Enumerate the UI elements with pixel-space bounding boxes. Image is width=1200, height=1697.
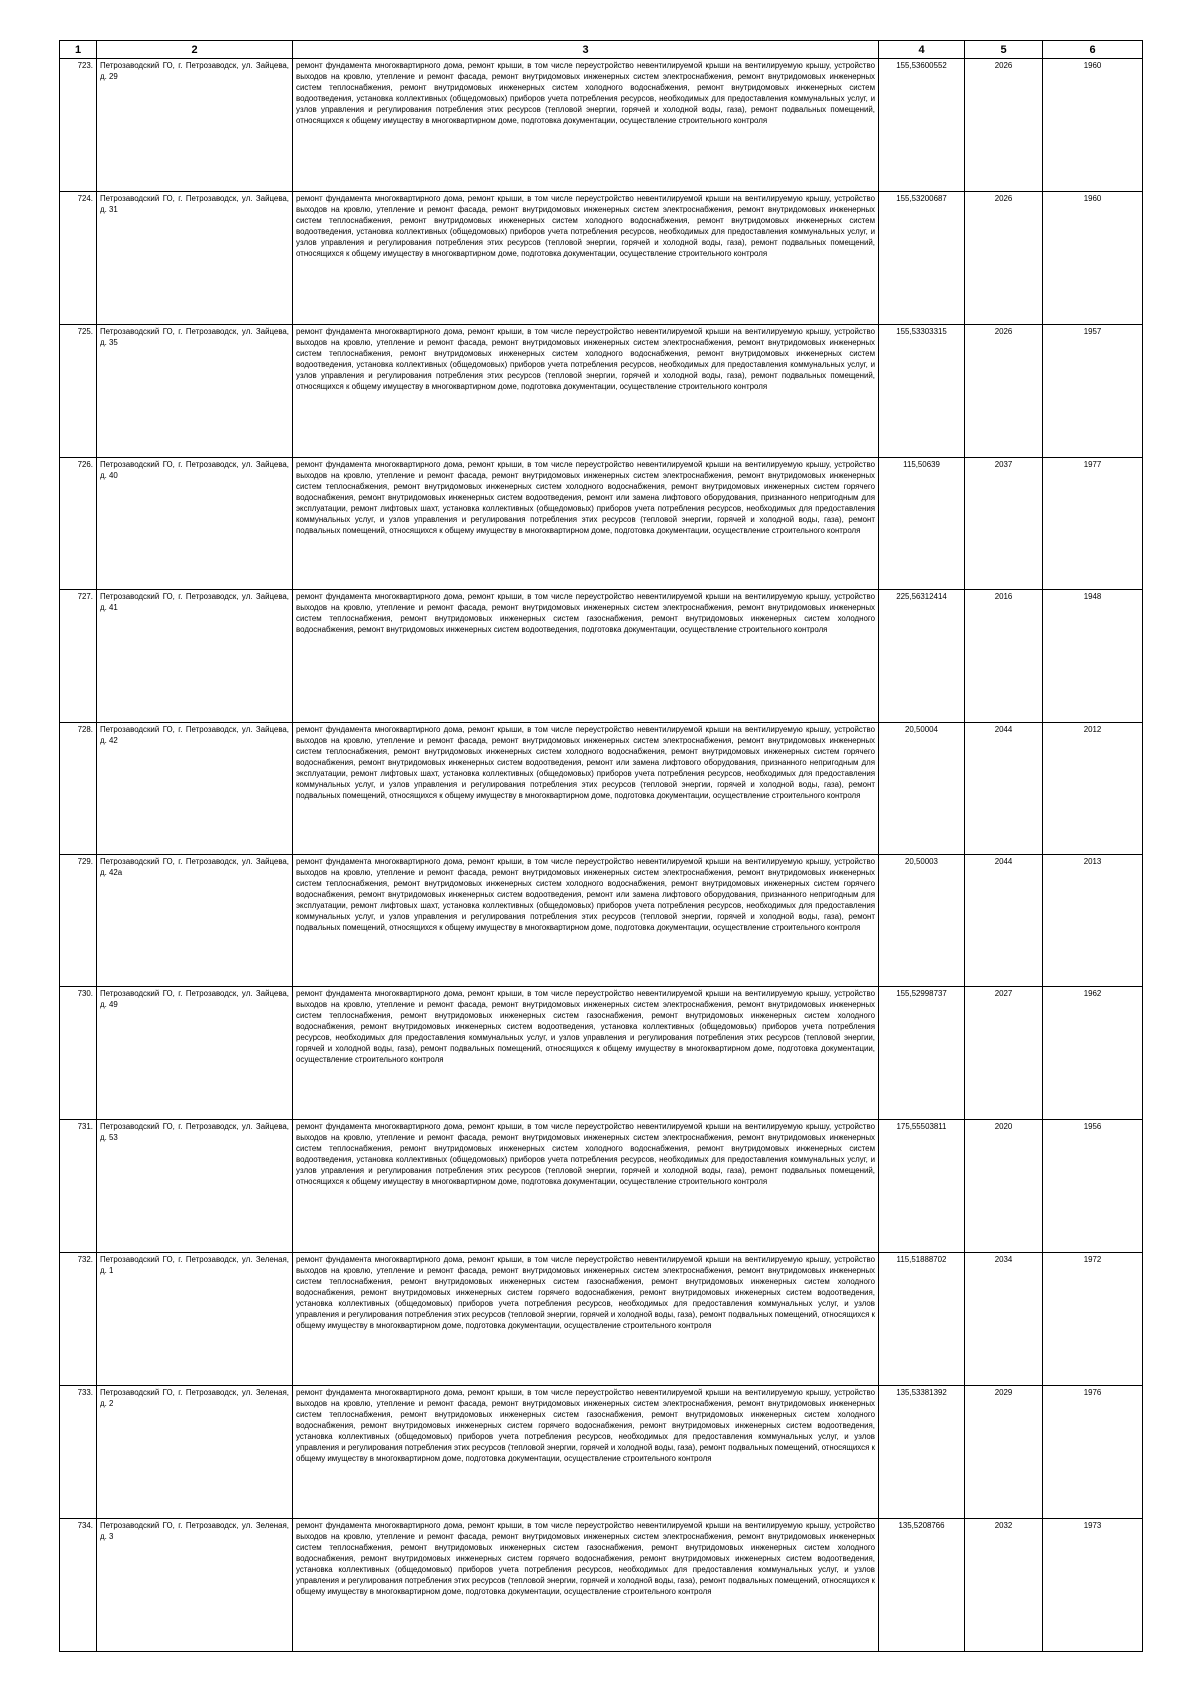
cost-value: 115,51888702 (879, 1253, 965, 1386)
row-number: 726. (60, 458, 97, 590)
cost-value: 225,56312414 (879, 590, 965, 723)
building-address: Петрозаводский ГО, г. Петрозаводск, ул. Зайцева, д. 42а (97, 855, 293, 987)
building-address: Петрозаводский ГО, г. Петрозаводск, ул. Зеленая, д. 3 (97, 1519, 293, 1652)
cost-value: 155,53303315 (879, 325, 965, 458)
cost-value: 155,53600552 (879, 59, 965, 192)
table-row (60, 590, 1143, 723)
row-number: 733. (60, 1386, 97, 1519)
table-row (60, 723, 1143, 855)
table-row (60, 1120, 1143, 1253)
repair-works: ремонт фундамента многоквартирного дома, ремонт крыши, в том числе переустройство невентилируемой крыши на вентилируемую крышу, устройство выходов на кровлю, утепление и ремонт фасада, ремонт внутридомовых инженерных систем электроснабжения, ремонт внутридомовых инженерных систем теплоснабжения, ремонт внутридомовых инженерных систем холодного водоснабжения, ремонт внутридомовых инженерных систем горячего водоснабжения, ремонт внутридомовых инженерных систем водоотведения, ремонт или замена лифтового оборудования, признанного непригодным для эксплуатации, ремонт лифтовых шахт, установка коллективных (общедомовых) приборов учета потребления ресурсов, необходимых для предоставления коммунальных услуг, и узлов управления и регулирования потребления этих ресурсов (тепловой энергии, горячей и холодной воды, газа), ремонт подвальных помещений, относящихся к общему имуществу в многоквартирном доме, подготовка документации, осуществление строительного контроля (293, 458, 879, 590)
column-number-4: 4 (879, 41, 965, 59)
building-address: Петрозаводский ГО, г. Петрозаводск, ул. Зеленая, д. 1 (97, 1253, 293, 1386)
cost-value: 20,50004 (879, 723, 965, 855)
building-address: Петрозаводский ГО, г. Петрозаводск, ул. Зайцева, д. 31 (97, 192, 293, 325)
row-number: 729. (60, 855, 97, 987)
repair-works: ремонт фундамента многоквартирного дома, ремонт крыши, в том числе переустройство невентилируемой крыши на вентилируемую крышу, устройство выходов на кровлю, утепление и ремонт фасада, ремонт внутридомовых инженерных систем электроснабжения, ремонт внутридомовых инженерных систем теплоснабжения, ремонт внутридомовых инженерных систем газоснабжения, ремонт внутридомовых инженерных систем холодного водоснабжения, ремонт внутридомовых инженерных систем водоотведения, установка коллективных (общедомовых) приборов учета потребления ресурсов, необходимых для предоставления коммунальных услуг, и узлов управления и регулирования потребления этих ресурсов (тепловой энергии, горячей и холодной воды, газа), ремонт подвальных помещений, относящихся к общему имуществу в многоквартирном доме, подготовка документации, осуществление строительного контроля (293, 987, 879, 1120)
cost-value: 155,53200687 (879, 192, 965, 325)
row-number: 732. (60, 1253, 97, 1386)
construction-year: 1960 (1043, 59, 1143, 192)
table-row (60, 325, 1143, 458)
column-number-3: 3 (293, 41, 879, 59)
construction-year: 1956 (1043, 1120, 1143, 1253)
cost-value: 115,50639 (879, 458, 965, 590)
cost-value: 20,50003 (879, 855, 965, 987)
row-number: 731. (60, 1120, 97, 1253)
planned-year: 2034 (965, 1253, 1043, 1386)
building-address: Петрозаводский ГО, г. Петрозаводск, ул. Зайцева, д. 42 (97, 723, 293, 855)
construction-year: 1976 (1043, 1386, 1143, 1519)
table-row (60, 1253, 1143, 1386)
column-number-2: 2 (97, 41, 293, 59)
construction-year: 1972 (1043, 1253, 1143, 1386)
planned-year: 2016 (965, 590, 1043, 723)
table-row (60, 855, 1143, 987)
planned-year: 2026 (965, 192, 1043, 325)
repair-works: ремонт фундамента многоквартирного дома, ремонт крыши, в том числе переустройство невентилируемой крыши на вентилируемую крышу, устройство выходов на кровлю, утепление и ремонт фасада, ремонт внутридомовых инженерных систем электроснабжения, ремонт внутридомовых инженерных систем теплоснабжения, ремонт внутридомовых инженерных систем газоснабжения, ремонт внутридомовых инженерных систем холодного водоснабжения, ремонт внутридомовых инженерных систем водоотведения, подготовка документации, осуществление строительного контроля (293, 590, 879, 723)
column-number-5: 5 (965, 41, 1043, 59)
row-number: 734. (60, 1519, 97, 1652)
construction-year: 1960 (1043, 192, 1143, 325)
repair-works: ремонт фундамента многоквартирного дома, ремонт крыши, в том числе переустройство невентилируемой крыши на вентилируемую крышу, устройство выходов на кровлю, утепление и ремонт фасада, ремонт внутридомовых инженерных систем электроснабжения, ремонт внутридомовых инженерных систем теплоснабжения, ремонт внутридомовых инженерных систем газоснабжения, ремонт внутридомовых инженерных систем холодного водоснабжения, ремонт внутридомовых инженерных систем горячего водоснабжения, ремонт внутридомовых инженерных систем водоотведения, установка коллективных (общедомовых) приборов учета потребления ресурсов, необходимых для предоставления коммунальных услуг, и узлов управления и регулирования потребления этих ресурсов (тепловой энергии, горячей и холодной воды, газа), ремонт подвальных помещений, относящихся к общему имуществу в многоквартирном доме, подготовка документации, осуществление строительного контроля (293, 1253, 879, 1386)
row-number: 728. (60, 723, 97, 855)
construction-year: 1948 (1043, 590, 1143, 723)
planned-year: 2037 (965, 458, 1043, 590)
cost-value: 155,52998737 (879, 987, 965, 1120)
table-row (60, 458, 1143, 590)
cost-value: 135,53381392 (879, 1386, 965, 1519)
planned-year: 2044 (965, 723, 1043, 855)
table-row (60, 192, 1143, 325)
construction-year: 1977 (1043, 458, 1143, 590)
planned-year: 2026 (965, 59, 1043, 192)
table-row (60, 59, 1143, 192)
table-row (60, 1519, 1143, 1652)
construction-year: 2013 (1043, 855, 1143, 987)
construction-year: 1957 (1043, 325, 1143, 458)
repair-works: ремонт фундамента многоквартирного дома, ремонт крыши, в том числе переустройство невентилируемой крыши на вентилируемую крышу, устройство выходов на кровлю, утепление и ремонт фасада, ремонт внутридомовых инженерных систем электроснабжения, ремонт внутридомовых инженерных систем теплоснабжения, ремонт внутридомовых инженерных систем холодного водоснабжения, ремонт внутридомовых инженерных систем водоотведения, установка коллективных (общедомовых) приборов учета потребления ресурсов, необходимых для предоставления коммунальных услуг, и узлов управления и регулирования потребления этих ресурсов (тепловой энергии, горячей и холодной воды, газа), ремонт подвальных помещений, относящихся к общему имуществу в многоквартирном доме, подготовка документации, осуществление строительного контроля (293, 1120, 879, 1253)
building-address: Петрозаводский ГО, г. Петрозаводск, ул. Зайцева, д. 41 (97, 590, 293, 723)
repair-works: ремонт фундамента многоквартирного дома, ремонт крыши, в том числе переустройство невентилируемой крыши на вентилируемую крышу, устройство выходов на кровлю, утепление и ремонт фасада, ремонт внутридомовых инженерных систем электроснабжения, ремонт внутридомовых инженерных систем теплоснабжения, ремонт внутридомовых инженерных систем холодного водоснабжения, ремонт внутридомовых инженерных систем водоотведения, установка коллективных (общедомовых) приборов учета потребления ресурсов, необходимых для предоставления коммунальных услуг, и узлов управления и регулирования потребления этих ресурсов (тепловой энергии, горячей и холодной воды, газа), ремонт подвальных помещений, относящихся к общему имуществу в многоквартирном доме, подготовка документации, осуществление строительного контроля (293, 192, 879, 325)
building-address: Петрозаводский ГО, г. Петрозаводск, ул. Зайцева, д. 53 (97, 1120, 293, 1253)
planned-year: 2029 (965, 1386, 1043, 1519)
construction-year: 1962 (1043, 987, 1143, 1120)
row-number: 730. (60, 987, 97, 1120)
row-number: 724. (60, 192, 97, 325)
building-address: Петрозаводский ГО, г. Петрозаводск, ул. Зеленая, д. 2 (97, 1386, 293, 1519)
repair-works: ремонт фундамента многоквартирного дома, ремонт крыши, в том числе переустройство невентилируемой крыши на вентилируемую крышу, устройство выходов на кровлю, утепление и ремонт фасада, ремонт внутридомовых инженерных систем электроснабжения, ремонт внутридомовых инженерных систем теплоснабжения, ремонт внутридомовых инженерных систем холодного водоснабжения, ремонт внутридомовых инженерных систем водоотведения, установка коллективных (общедомовых) приборов учета потребления ресурсов, необходимых для предоставления коммунальных услуг, и узлов управления и регулирования потребления этих ресурсов (тепловой энергии, горячей и холодной воды, газа), ремонт подвальных помещений, относящихся к общему имуществу в многоквартирном доме, подготовка документации, осуществление строительного контроля (293, 325, 879, 458)
row-number: 725. (60, 325, 97, 458)
column-number-1: 1 (60, 41, 97, 59)
repair-works: ремонт фундамента многоквартирного дома, ремонт крыши, в том числе переустройство невентилируемой крыши на вентилируемую крышу, устройство выходов на кровлю, утепление и ремонт фасада, ремонт внутридомовых инженерных систем электроснабжения, ремонт внутридомовых инженерных систем теплоснабжения, ремонт внутридомовых инженерных систем холодного водоснабжения, ремонт внутридомовых инженерных систем водоотведения, установка коллективных (общедомовых) приборов учета потребления ресурсов, необходимых для предоставления коммунальных услуг, и узлов управления и регулирования потребления этих ресурсов (тепловой энергии, горячей и холодной воды, газа), ремонт подвальных помещений, относящихся к общему имуществу в многоквартирном доме, подготовка документации, осуществление строительного контроля (293, 59, 879, 192)
repair-works: ремонт фундамента многоквартирного дома, ремонт крыши, в том числе переустройство невентилируемой крыши на вентилируемую крышу, устройство выходов на кровлю, утепление и ремонт фасада, ремонт внутридомовых инженерных систем электроснабжения, ремонт внутридомовых инженерных систем теплоснабжения, ремонт внутридомовых инженерных систем холодного водоснабжения, ремонт внутридомовых инженерных систем горячего водоснабжения, ремонт внутридомовых инженерных систем водоотведения, ремонт или замена лифтового оборудования, признанного непригодным для эксплуатации, ремонт лифтовых шахт, установка коллективных (общедомовых) приборов учета потребления ресурсов, необходимых для предоставления коммунальных услуг, и узлов управления и регулирования потребления этих ресурсов (тепловой энергии, горячей и холодной воды, газа), ремонт подвальных помещений, относящихся к общему имуществу в многоквартирном доме, подготовка документации, осуществление строительного контроля (293, 723, 879, 855)
building-address: Петрозаводский ГО, г. Петрозаводск, ул. Зайцева, д. 49 (97, 987, 293, 1120)
planned-year: 2027 (965, 987, 1043, 1120)
building-address: Петрозаводский ГО, г. Петрозаводск, ул. Зайцева, д. 29 (97, 59, 293, 192)
construction-year: 1973 (1043, 1519, 1143, 1652)
building-address: Петрозаводский ГО, г. Петрозаводск, ул. Зайцева, д. 35 (97, 325, 293, 458)
column-number-header-row (60, 41, 1143, 59)
construction-year: 2012 (1043, 723, 1143, 855)
row-number: 727. (60, 590, 97, 723)
repair-works: ремонт фундамента многоквартирного дома, ремонт крыши, в том числе переустройство невентилируемой крыши на вентилируемую крышу, устройство выходов на кровлю, утепление и ремонт фасада, ремонт внутридомовых инженерных систем электроснабжения, ремонт внутридомовых инженерных систем теплоснабжения, ремонт внутридомовых инженерных систем газоснабжения, ремонт внутридомовых инженерных систем холодного водоснабжения, ремонт внутридомовых инженерных систем горячего водоснабжения, ремонт внутридомовых инженерных систем водоотведения, установка коллективных (общедомовых) приборов учета потребления ресурсов, необходимых для предоставления коммунальных услуг, и узлов управления и регулирования потребления этих ресурсов (тепловой энергии, горячей и холодной воды, газа), ремонт подвальных помещений, относящихся к общему имуществу в многоквартирном доме, подготовка документации, осуществление строительного контроля (293, 1386, 879, 1519)
repair-works: ремонт фундамента многоквартирного дома, ремонт крыши, в том числе переустройство невентилируемой крыши на вентилируемую крышу, устройство выходов на кровлю, утепление и ремонт фасада, ремонт внутридомовых инженерных систем электроснабжения, ремонт внутридомовых инженерных систем теплоснабжения, ремонт внутридомовых инженерных систем газоснабжения, ремонт внутридомовых инженерных систем холодного водоснабжения, ремонт внутридомовых инженерных систем горячего водоснабжения, ремонт внутридомовых инженерных систем водоотведения, установка коллективных (общедомовых) приборов учета потребления ресурсов, необходимых для предоставления коммунальных услуг, и узлов управления и регулирования потребления этих ресурсов (тепловой энергии, горячей и холодной воды, газа), ремонт подвальных помещений, относящихся к общему имуществу в многоквартирном доме, подготовка документации, осуществление строительного контроля (293, 1519, 879, 1652)
planned-year: 2044 (965, 855, 1043, 987)
planned-year: 2026 (965, 325, 1043, 458)
table-row (60, 987, 1143, 1120)
cost-value: 175,55503811 (879, 1120, 965, 1253)
repair-works: ремонт фундамента многоквартирного дома, ремонт крыши, в том числе переустройство невентилируемой крыши на вентилируемую крышу, устройство выходов на кровлю, утепление и ремонт фасада, ремонт внутридомовых инженерных систем электроснабжения, ремонт внутридомовых инженерных систем теплоснабжения, ремонт внутридомовых инженерных систем холодного водоснабжения, ремонт внутридомовых инженерных систем горячего водоснабжения, ремонт внутридомовых инженерных систем водоотведения, ремонт или замена лифтового оборудования, признанного непригодным для эксплуатации, ремонт лифтовых шахт, установка коллективных (общедомовых) приборов учета потребления ресурсов, необходимых для предоставления коммунальных услуг, и узлов управления и регулирования потребления этих ресурсов (тепловой энергии, горячей и холодной воды, газа), ремонт подвальных помещений, относящихся к общему имуществу в многоквартирном доме, подготовка документации, осуществление строительного контроля (293, 855, 879, 987)
building-address: Петрозаводский ГО, г. Петрозаводск, ул. Зайцева, д. 40 (97, 458, 293, 590)
capital-repair-register-table (59, 40, 1143, 1652)
cost-value: 135,5208766 (879, 1519, 965, 1652)
row-number: 723. (60, 59, 97, 192)
column-number-6: 6 (1043, 41, 1143, 59)
table-row (60, 1386, 1143, 1519)
planned-year: 2032 (965, 1519, 1043, 1652)
planned-year: 2020 (965, 1120, 1043, 1253)
